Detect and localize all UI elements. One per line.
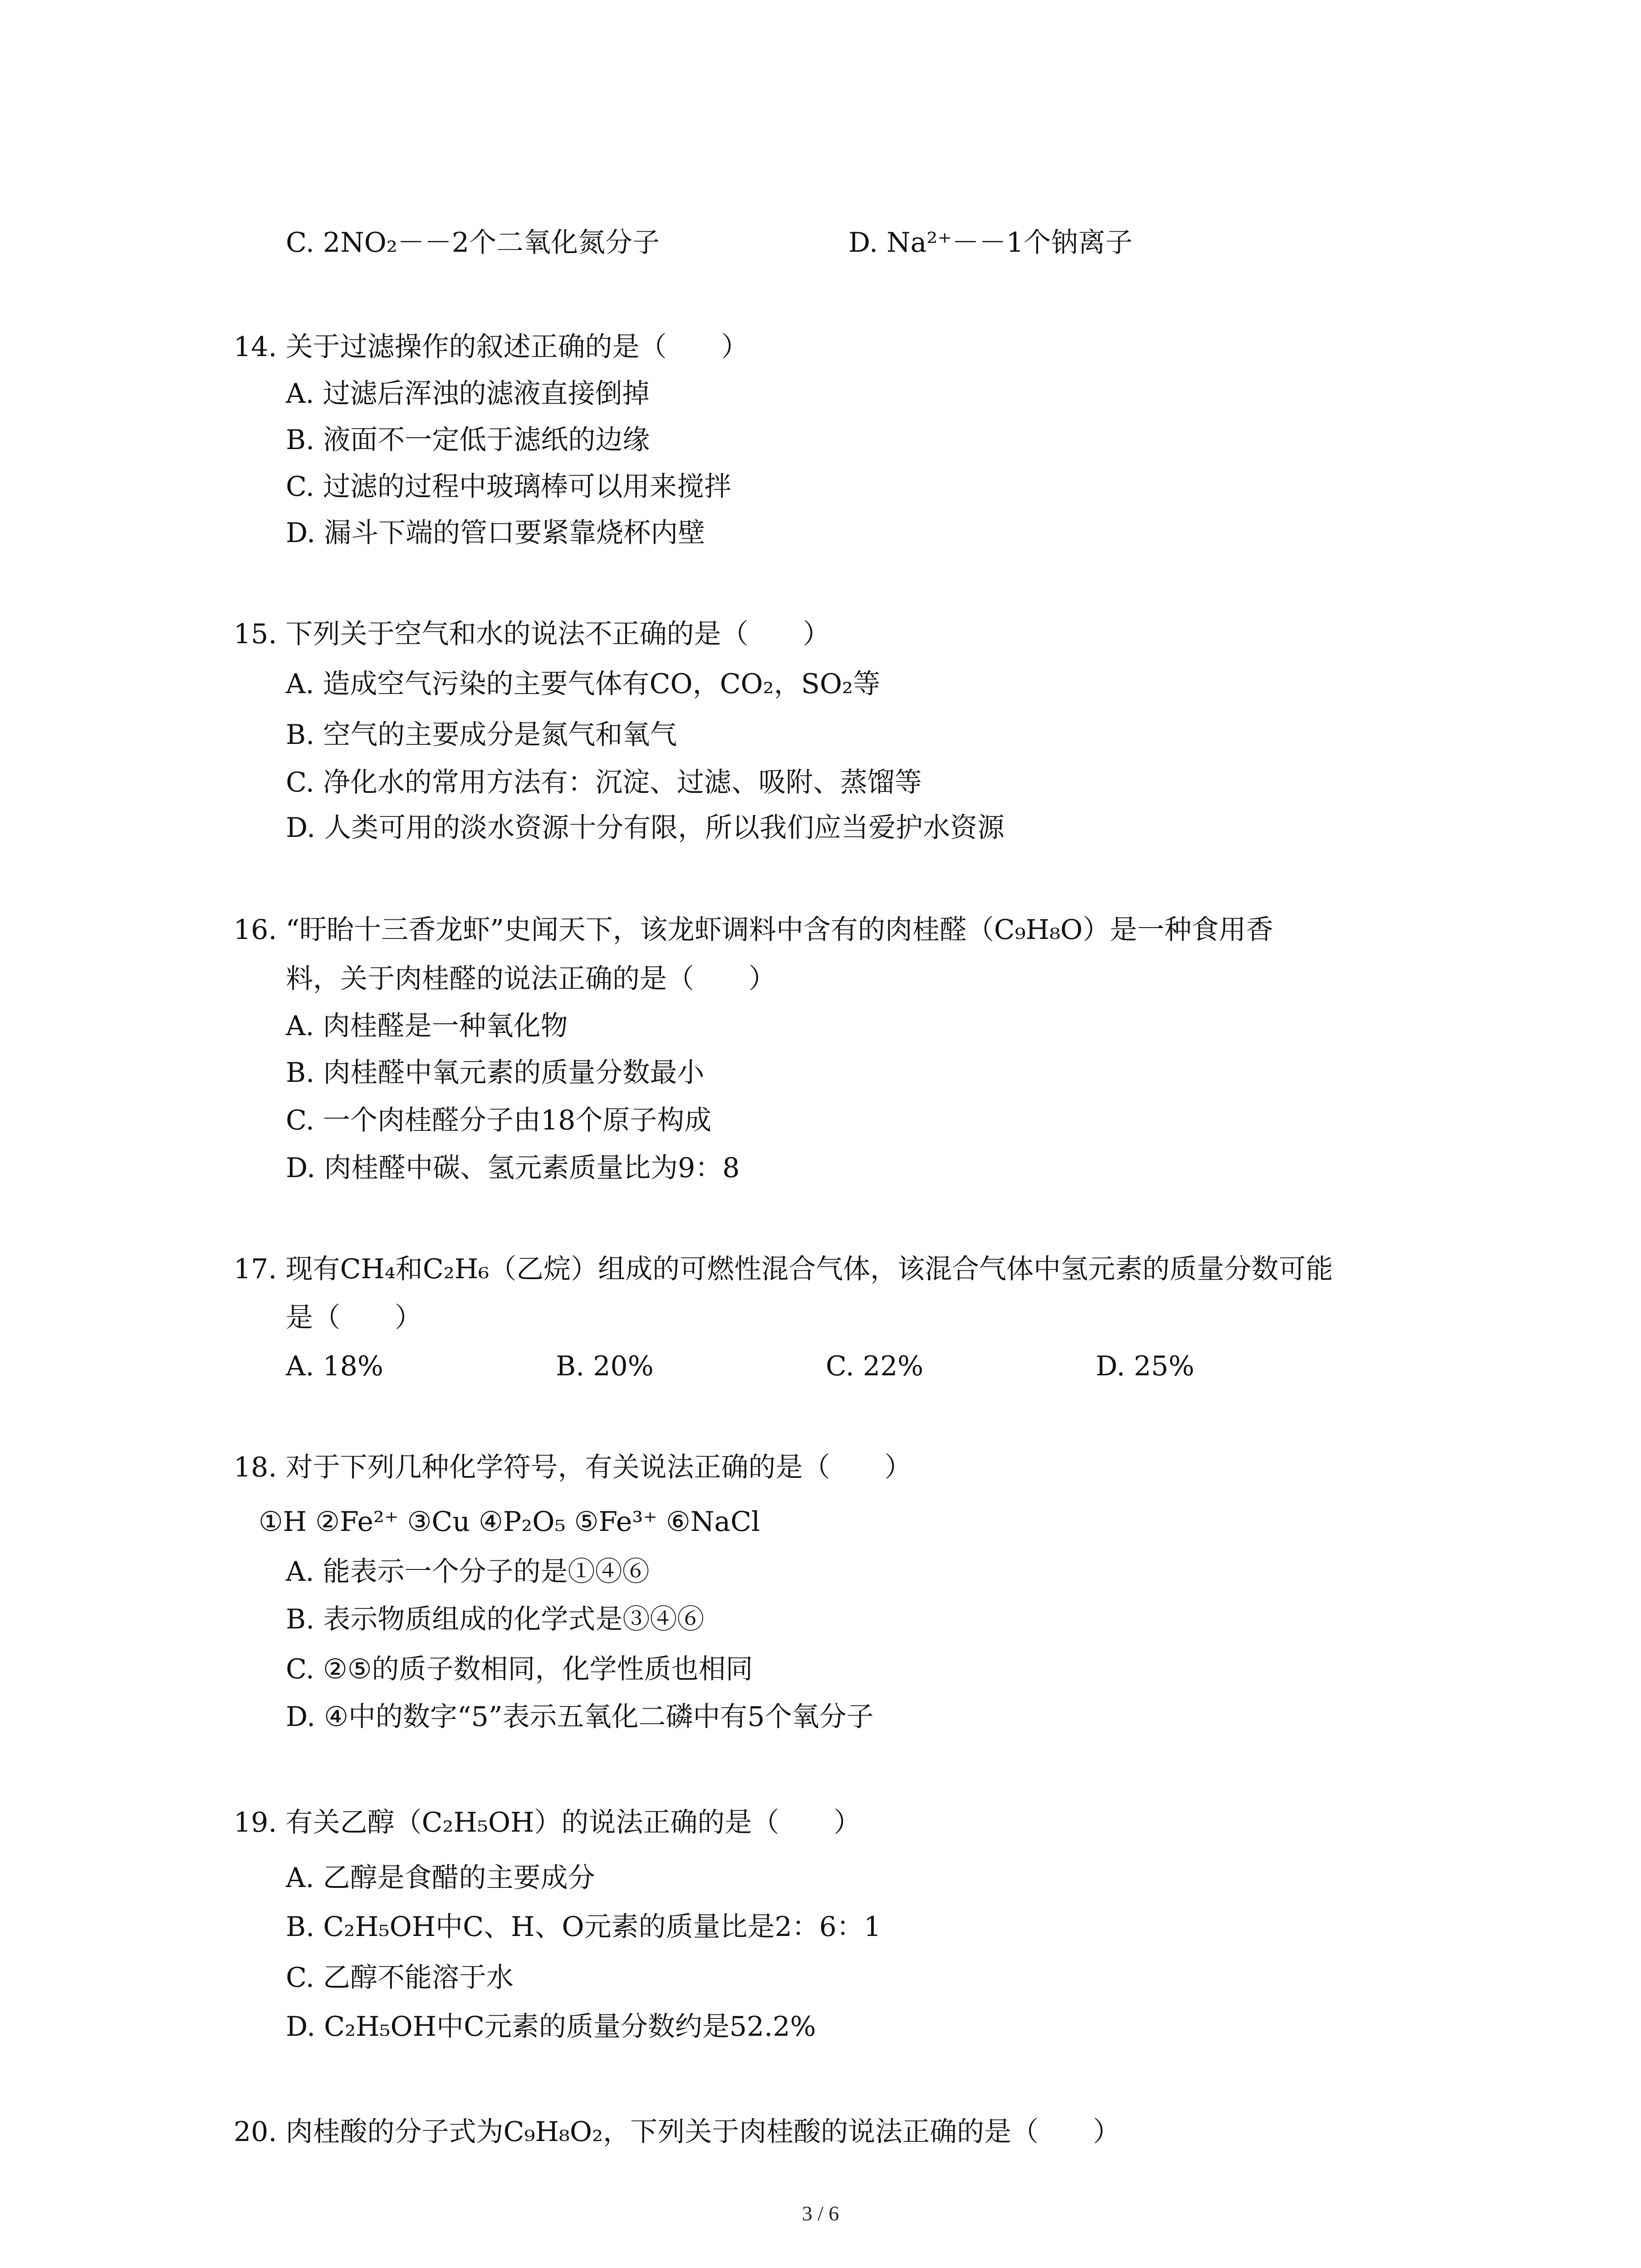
q14-option-b: B. 液面不一定低于滤纸的边缘: [286, 424, 650, 456]
q15-option-b: B. 空气的主要成分是氮气和氧气: [286, 719, 677, 751]
q20-stem: 20. 肉桂酸的分子式为C₉H₈O₂，下列关于肉桂酸的说法正确的是（ ）: [234, 2116, 1121, 2148]
q16-option-b: B. 肉桂醛中氧元素的质量分数最小: [286, 1057, 705, 1089]
q16-option-d: D. 肉桂醛中碳、氢元素质量比为9：8: [286, 1152, 740, 1184]
q17-option-a: A. 18%: [286, 1350, 383, 1382]
q18-symbols: ①H ②Fe²⁺ ③Cu ④P₂O₅ ⑤Fe³⁺ ⑥NaCl: [259, 1506, 760, 1538]
q15-option-c: C. 净化水的常用方法有：沉淀、过滤、吸附、蒸馏等: [286, 767, 922, 798]
q15-stem: 15. 下列关于空气和水的说法不正确的是（ ）: [234, 618, 830, 650]
q16-stem-line1: 16. “盱眙十三香龙虾”史闻天下，该龙虾调料中含有的肉桂醛（C₉H₈O）是一种食用香: [234, 914, 1274, 946]
q17-option-b: B. 20%: [556, 1350, 654, 1382]
q14-option-d: D. 漏斗下端的管口要紧靠烧杯内壁: [286, 517, 705, 549]
q18-option-c: C. ②⑤的质子数相同，化学性质也相同: [286, 1653, 753, 1685]
q15-option-a: A. 造成空气污染的主要气体有CO，CO₂，SO₂等: [286, 668, 881, 700]
q19-option-d: D. C₂H₅OH中C元素的质量分数约是52.2%: [286, 2011, 816, 2043]
q16-option-c: C. 一个肉桂醛分子由18个原子构成: [286, 1105, 712, 1136]
q18-option-b: B. 表示物质组成的化学式是③④⑥: [286, 1603, 705, 1635]
q17-stem-line2: 是（ ）: [286, 1302, 422, 1334]
q18-option-a: A. 能表示一个分子的是①④⑥: [286, 1556, 650, 1588]
q17-option-d: D. 25%: [1096, 1350, 1195, 1382]
q19-option-a: A. 乙醇是食醋的主要成分: [286, 1862, 595, 1894]
q13-option-d: D. Na²⁺－－1个钠离子: [848, 227, 1133, 259]
q17-option-c: C. 22%: [826, 1350, 924, 1382]
q14-option-a: A. 过滤后浑浊的滤液直接倒掉: [286, 378, 650, 410]
q17-stem-line1: 17. 现有CH₄和C₂H₆（乙烷）组成的可燃性混合气体，该混合气体中氢元素的质量分数可能: [234, 1253, 1333, 1285]
q16-stem-line2: 料，关于肉桂醛的说法正确的是（ ）: [286, 963, 776, 995]
q14-option-c: C. 过滤的过程中玻璃棒可以用来搅拌: [286, 471, 731, 503]
q15-option-d: D. 人类可用的淡水资源十分有限，所以我们应当爱护水资源: [286, 812, 1005, 844]
q18-option-d: D. ④中的数字“5”表示五氧化二磷中有5个氧分子: [286, 1701, 874, 1733]
q19-option-b: B. C₂H₅OH中C、H、O元素的质量比是2：6：1: [286, 1911, 882, 1943]
q14-stem: 14. 关于过滤操作的叙述正确的是（ ）: [234, 331, 749, 363]
q19-option-c: C. 乙醇不能溶于水: [286, 1962, 514, 1994]
q16-option-a: A. 肉桂醛是一种氧化物: [286, 1010, 568, 1042]
q13-option-c: C. 2NO₂－－2个二氧化氮分子: [286, 227, 660, 259]
q19-stem: 19. 有关乙醇（C₂H₅OH）的说法正确的是（ ）: [234, 1807, 861, 1838]
q18-stem: 18. 对于下列几种化学符号，有关说法正确的是（ ）: [234, 1452, 912, 1483]
page-number: 3 / 6: [802, 2202, 839, 2225]
